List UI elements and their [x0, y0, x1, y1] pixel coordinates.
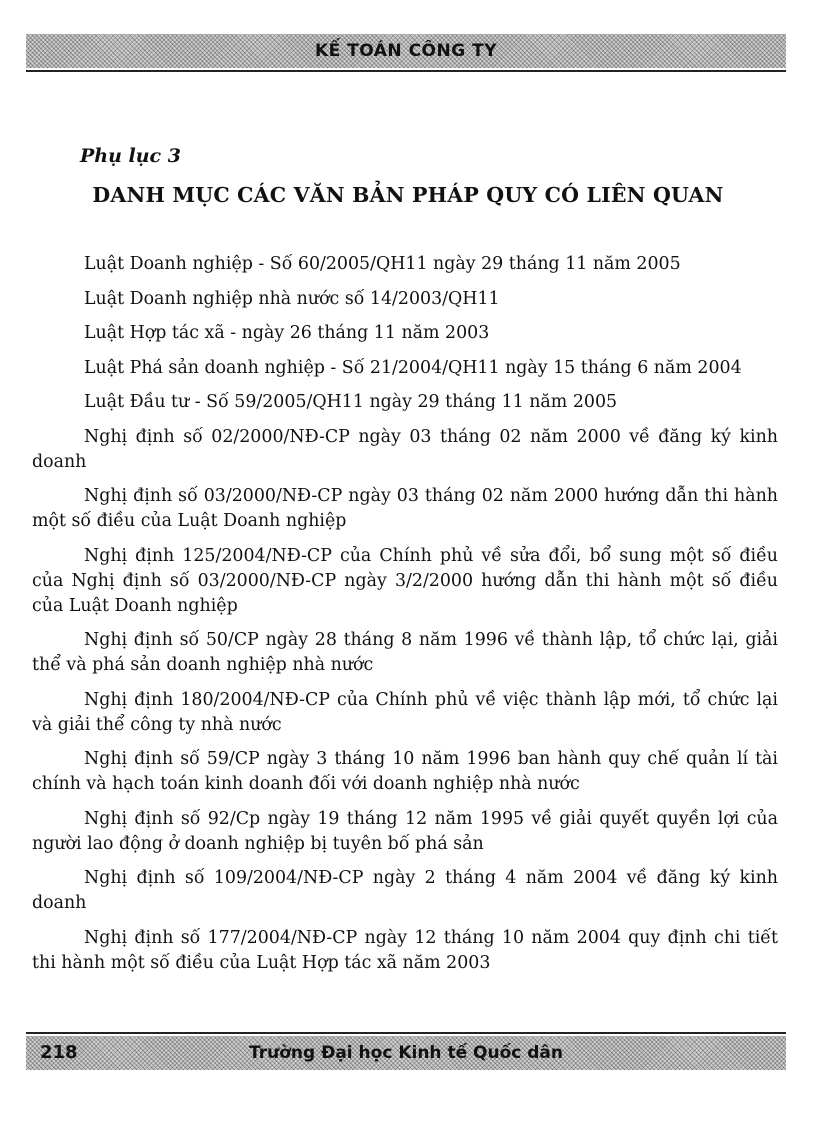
list-item: Nghị định số 03/2000/NĐ-CP ngày 03 tháng 02 năm 2000 hướng dẫn thi hành một số điều của Luật Doanh nghiệp: [32, 486, 778, 531]
page-number: 218: [40, 1042, 78, 1063]
list-item: Nghị định số 177/2004/NĐ-CP ngày 12 tháng 10 năm 2004 quy định chi tiết thi hành một số điều của Luật Hợp tác xã năm 2003: [32, 927, 778, 973]
list-item: Nghị định số 59/CP ngày 3 tháng 10 năm 1996 ban hành quy chế quản lí tài chính và hạch toán kinh doanh đối với doanh nghiệp nhà nước: [32, 749, 778, 794]
list-item: Luật Doanh nghiệp nhà nước số 14/2003/QH11: [84, 288, 500, 309]
header-rule: [26, 70, 786, 72]
list-item: Luật Đầu tư - Số 59/2005/QH11 ngày 29 tháng 11 năm 2005: [84, 392, 618, 412]
list-item: Luật Hợp tác xã - ngày 26 tháng 11 năm 2003: [84, 323, 490, 343]
regulation-list: [32, 252, 778, 985]
footer-rule: [26, 1032, 786, 1034]
list-item: Nghị định số 50/CP ngày 28 tháng 8 năm 1996 về thành lập, tổ chức lại, giải thể và phá sản doanh nghiệp nhà nước: [32, 630, 778, 675]
list-item: Nghị định 180/2004/NĐ-CP của Chính phủ về việc thành lập mới, tổ chức lại và giải thể công ty nhà nước: [32, 689, 778, 735]
list-item: Nghị định số 109/2004/NĐ-CP ngày 2 tháng 4 năm 2004 về đăng ký kinh doanh: [32, 868, 778, 913]
list-item: Luật Phá sản doanh nghiệp - Số 21/2004/QH11 ngày 15 tháng 6 năm 2004: [84, 357, 742, 378]
page-title: DANH MỤC CÁC VĂN BẢN PHÁP QUY CÓ LIÊN QUAN: [92, 183, 724, 207]
list-item: Nghị định 125/2004/NĐ-CP của Chính phủ về sửa đổi, bổ sung một số điều của Nghị định số 03/2000/NĐ-CP ngày 3/2/2000 hướng dẫn thi hành một số điều của Luật Doanh nghiệp: [32, 545, 778, 616]
list-item: Nghị định số 92/Cp ngày 19 tháng 12 năm 1995 về giải quyết quyền lợi của người lao động ở doanh nghiệp bị tuyên bố phá sản: [32, 808, 778, 854]
appendix-label: Phụ lục 3: [80, 145, 181, 167]
footer-publisher: Trường Đại học Kinh tế Quốc dân: [249, 1043, 563, 1063]
running-header-title: KẾ TOÁN CÔNG TY: [314, 41, 498, 61]
list-item: Luật Doanh nghiệp - Số 60/2005/QH11 ngày 29 tháng 11 năm 2005: [84, 254, 681, 274]
list-item: Nghị định số 02/2000/NĐ-CP ngày 03 tháng 02 năm 2000 về đăng ký kinh doanh: [32, 426, 778, 472]
